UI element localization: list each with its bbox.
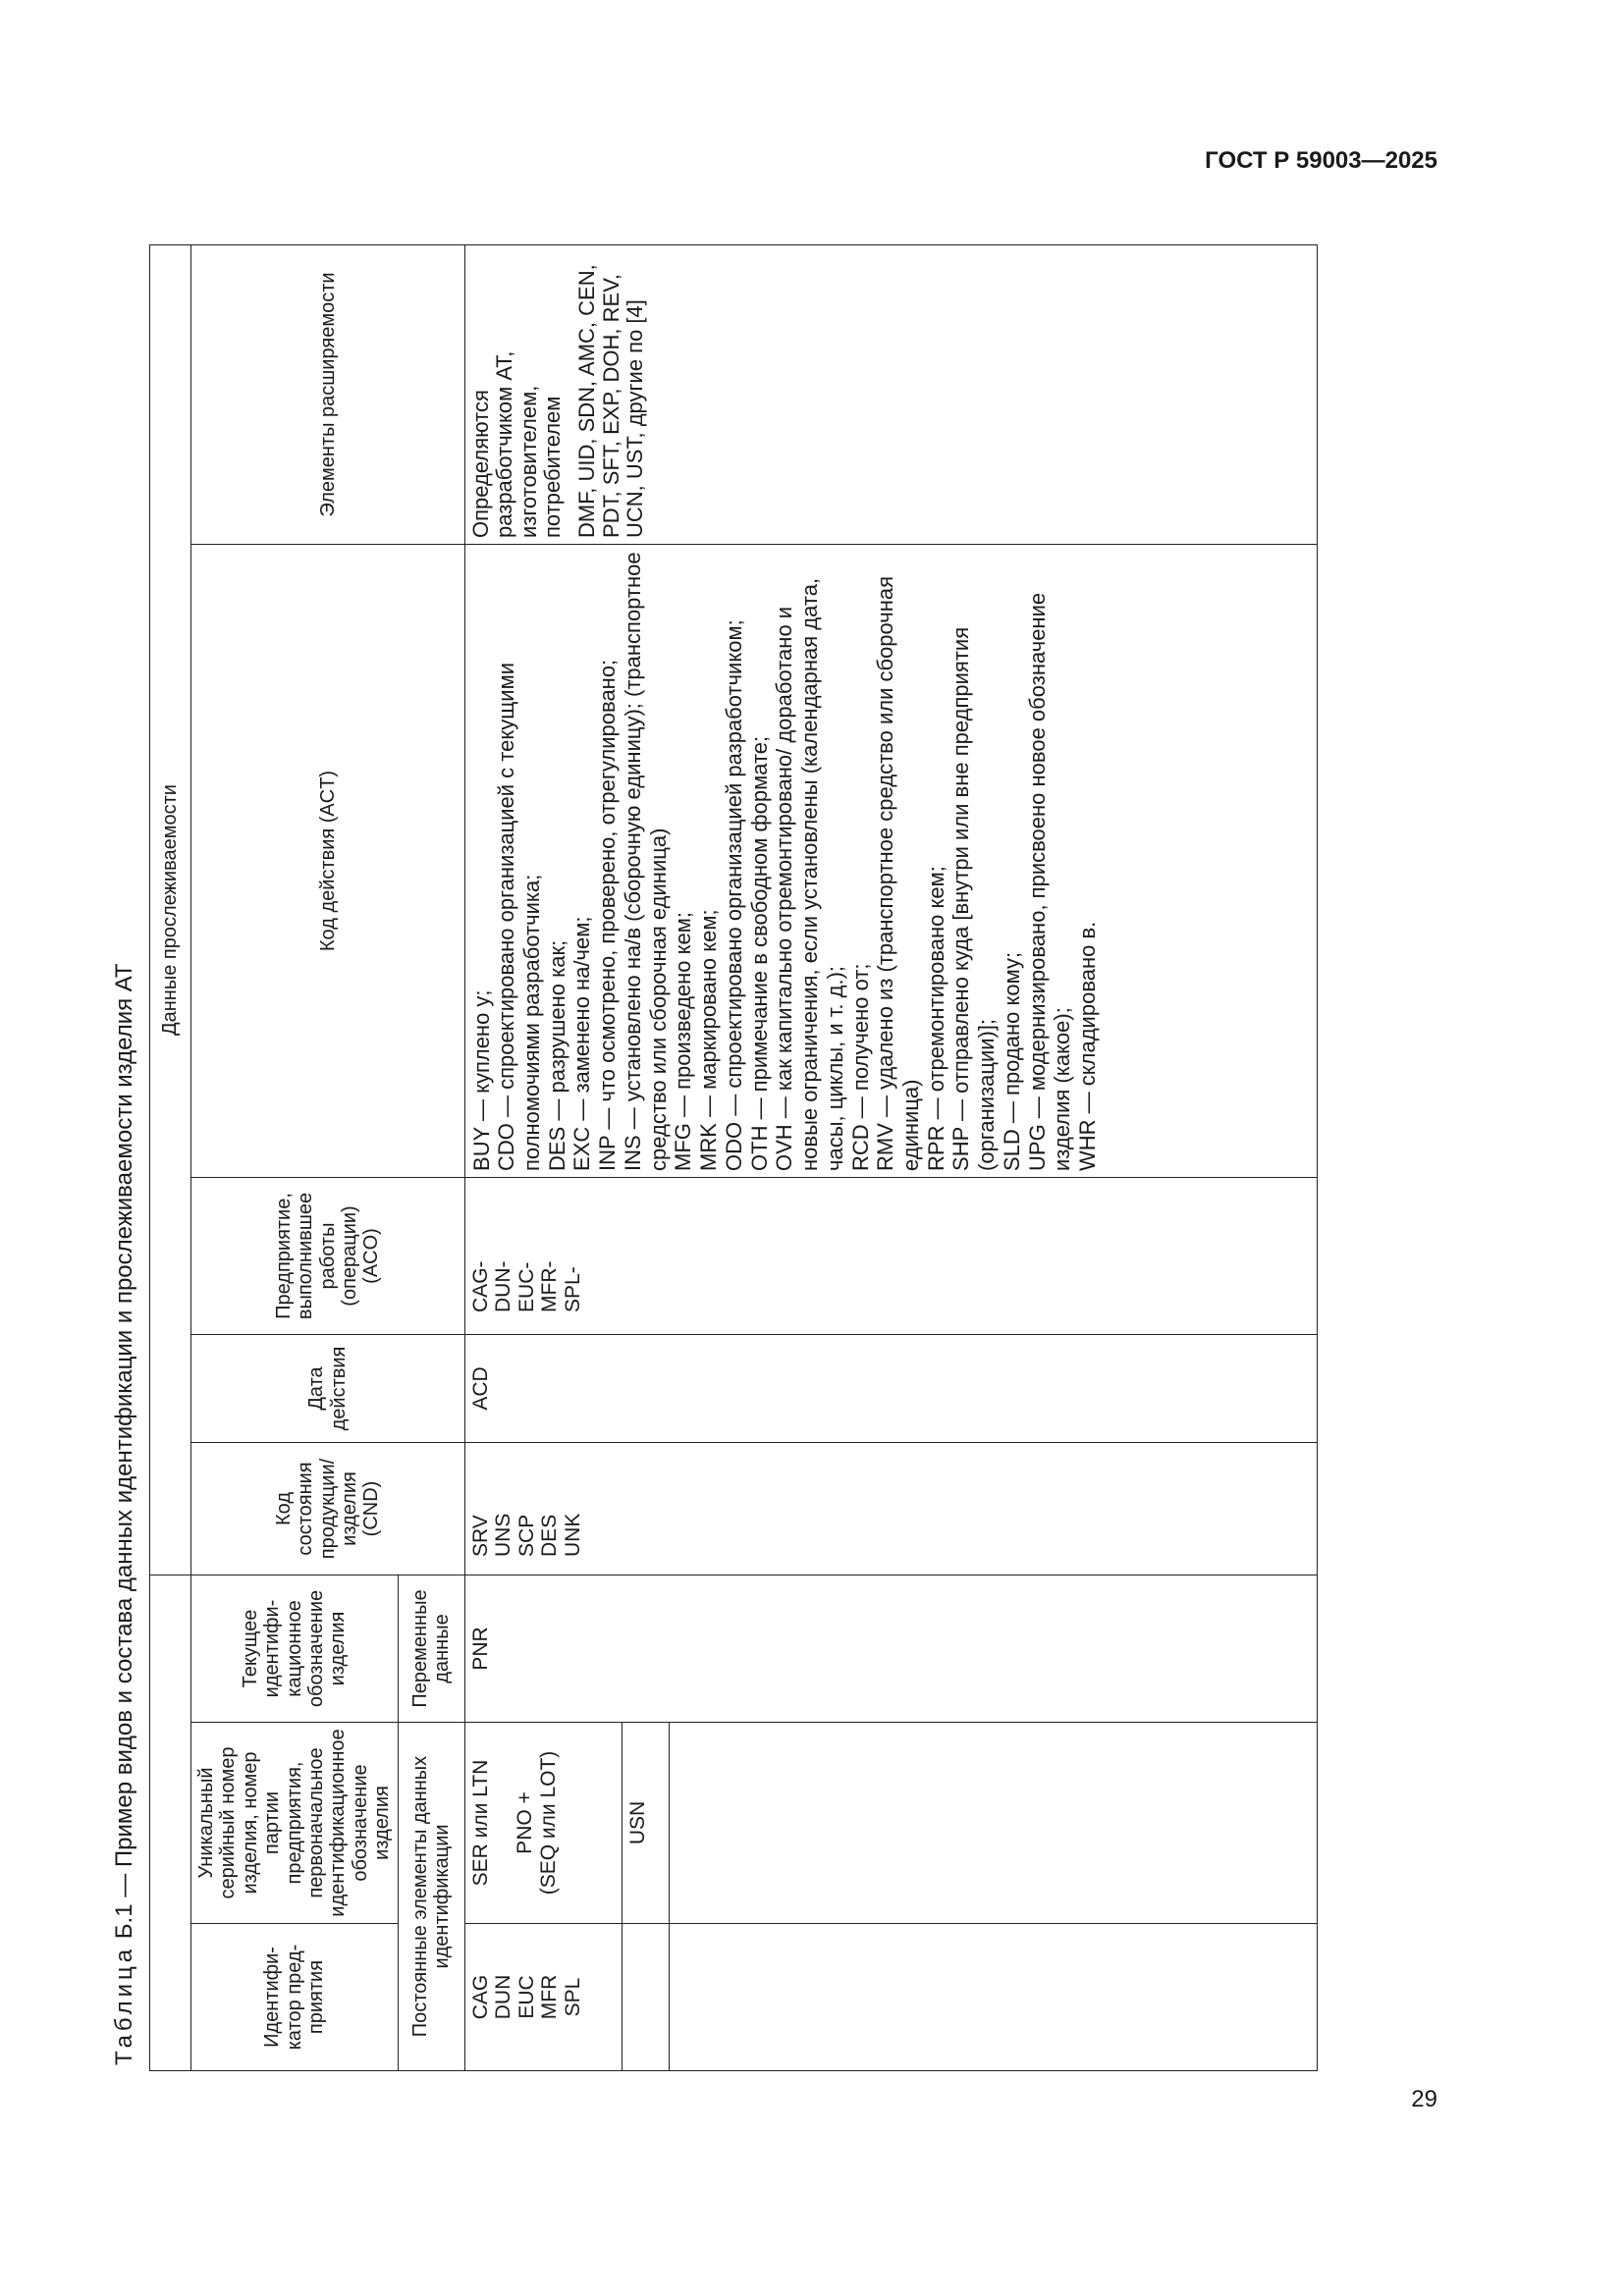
- current-id-cell: PNR: [464, 1575, 1317, 1722]
- usn-cell: USN: [622, 1723, 669, 1924]
- act-item: OVH — как капитально отремонтировано/ доработано и новые ограничения, если установлены (календарная дата, часы, циклы, и т. д.);: [772, 577, 847, 1171]
- aco-codes-cell: [464, 1177, 1317, 1334]
- header-condition-code: Код состояния продукции/ изделия (CND): [191, 1442, 465, 1575]
- enterprise-codes-cell: [464, 1924, 622, 2071]
- header-current-id: Текущее идентифи-кационное обозначение изделия: [191, 1575, 399, 1722]
- caption-prefix: Таблица: [111, 1945, 137, 2065]
- header-blank: [150, 1575, 191, 2070]
- cnd-code: DES: [538, 1514, 562, 1557]
- cnd-code: UNK: [561, 1513, 584, 1557]
- identification-table: [149, 244, 1318, 2071]
- header-enterprise-id: Идентифи-катор пред-приятия: [191, 1924, 399, 2071]
- serial-cell: [464, 1723, 622, 1924]
- serial-line: SER или LTN: [468, 1759, 492, 1887]
- header-variable-data: Переменные данные: [398, 1575, 464, 1722]
- act-item: MFG — произведено кем;: [671, 912, 696, 1171]
- aco-code: EUC-: [514, 1261, 538, 1312]
- aco-code: MFR-: [538, 1260, 562, 1312]
- header-action-code: Код действия (ACT): [191, 544, 465, 1177]
- act-item: UPG — модернизировано, присвоено новое обозначение изделия (какое);: [1024, 592, 1075, 1171]
- extensibility-cell: [464, 244, 1317, 544]
- act-item: ODO — спроектировано организацией разработчиком;: [721, 619, 746, 1171]
- ext-text-main: Определяются разработчиком АТ, изготовителем, потребителем: [467, 350, 566, 538]
- enterprise-code: EUC: [514, 1975, 538, 2019]
- act-item: RMV — удалено из (транспортное средство или сборочная единица): [873, 575, 923, 1171]
- cnd-code: SRV: [468, 1515, 492, 1557]
- act-item: MRK — маркировано кем;: [696, 909, 722, 1171]
- act-item: DES — разрушено как;: [544, 939, 569, 1171]
- table-caption: [108, 245, 149, 2071]
- ext-text-codes: DMF, UID, SDN, AMC, CEN, PDT, SFT, EXP, DOH, REV, UCN, UST, другие по [4]: [574, 264, 648, 538]
- act-item: WHR — складировано в.: [1075, 921, 1101, 1171]
- header-constant-elements: Постоянные элементы данных идентификации: [398, 1723, 464, 2071]
- act-item: BUY — куплено у;: [468, 989, 494, 1171]
- header-action-date: Дата действия: [191, 1334, 465, 1442]
- serial-line: PNO +: [514, 1791, 537, 1854]
- act-item: INP — что осмотрено, проверено, отрегулировано;: [595, 659, 621, 1171]
- header-unique-serial: Уникальный серийный номер изделия, номер партии предприятия, первоначальное идентификационное обозначение изделия: [191, 1723, 399, 1924]
- act-item: RCD — получено от;: [847, 963, 873, 1171]
- aco-code: DUN-: [492, 1260, 515, 1312]
- aco-code: CAG-: [468, 1260, 492, 1312]
- enterprise-code: CAG: [468, 1974, 492, 2020]
- page-number: 29: [1411, 2086, 1437, 2112]
- aco-code: SPL-: [561, 1266, 584, 1312]
- blank-cell: [669, 1723, 1317, 1924]
- enterprise-code: DUN: [492, 1974, 515, 2020]
- act-item: INS — установлено на/в (сборочную единицу); (транспортное средство или сборочная единица): [620, 552, 671, 1171]
- caption-text: Б.1 — Пример видов и состава данных идентификации и прослеживаемости изделия АТ: [111, 963, 137, 1940]
- blank-cell: [669, 1924, 1317, 2071]
- action-date-cell: ACD: [464, 1334, 1317, 1442]
- usn-blank-cell: [622, 1924, 669, 2071]
- action-code-cell: [464, 544, 1317, 1177]
- cnd-code: SCP: [514, 1514, 538, 1557]
- rotated-table-block: [108, 245, 1272, 2071]
- act-item: EXC — заменено на/чем;: [569, 916, 595, 1171]
- act-item: CDO — спроектировано организацией с текущими полномочиями разработчика;: [494, 662, 544, 1171]
- header-extensibility: Элементы расширяемости: [191, 244, 465, 544]
- act-item: SLD — продано кому;: [999, 951, 1024, 1171]
- cnd-codes-cell: [464, 1442, 1317, 1575]
- enterprise-code: SPL: [561, 1977, 584, 2017]
- standard-header: ГОСТ Р 59003—2025: [1205, 147, 1437, 174]
- header-traceability: Данные прослеживаемости: [150, 244, 191, 1575]
- serial-line: (SEQ или LOT): [536, 1750, 560, 1896]
- act-item: OTH — примечание в свободном формате;: [746, 735, 772, 1171]
- act-item: RPR — отремонтировано кем;: [923, 866, 948, 1171]
- cnd-code: UNS: [492, 1513, 515, 1557]
- act-item: SHP — отправлено куда [внутри или вне предприятия (организации)];: [948, 626, 1000, 1171]
- header-acting-enterprise: Предприятие, выполнившее работы (операции) (ACO): [191, 1177, 465, 1334]
- enterprise-code: MFR: [538, 1974, 562, 2020]
